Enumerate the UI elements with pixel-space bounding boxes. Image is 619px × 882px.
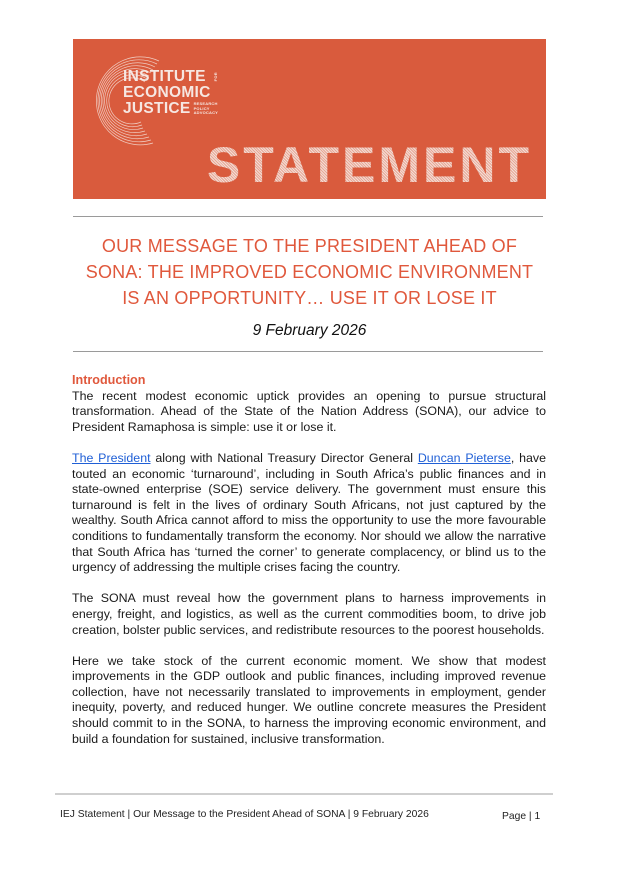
link-the-president[interactable]: The President: [72, 450, 151, 465]
title-line: SONA: THE IMPROVED ECONOMIC ENVIRONMENT: [85, 262, 534, 282]
logo-line-economic: ECONOMIC: [123, 84, 211, 101]
paragraph-2: The President along with National Treasury Director General Duncan Pieterse, have touted an economic ‘turnaround’, including in South Africa’s public finances and in state-owned enterprise (SOE) service delivery. The government must ensure this turnaround is felt in the lives of ordinary South Africans, not just captured by the wealthy. South Africa cannot afford to miss the opportunity to use the more favourable conditions to fundamentally transform the economy. Nor should we allow the narrative that South Africa has ‘turned the corner’ to generate complacency, or blind us to the urgency of addressing the multiple crises facing the country.: [72, 450, 546, 575]
logo-line-institute: INSTITUTE: [123, 68, 206, 85]
divider-top: [73, 216, 543, 217]
header-banner: [73, 39, 546, 199]
divider-bottom: [73, 351, 543, 352]
paragraph-1: The recent modest economic uptick provides an opening to pursue structural transformation. Ahead of the State of the Nation Address (SONA), our advice to President Ramaphosa is simple: use it or lose it.: [72, 388, 546, 434]
page-title: [73, 233, 546, 311]
title-line: OUR MESSAGE TO THE PRESIDENT AHEAD OF: [101, 236, 518, 256]
logo-for: FOR: [212, 72, 218, 82]
logo-line-justice: JUSTICE: [123, 100, 191, 117]
iej-logo: [87, 53, 237, 149]
link-duncan-pieterse[interactable]: Duncan Pieterse: [417, 450, 511, 465]
statement-label: STATEMENT: [206, 137, 532, 193]
publication-date: 9 February 2026: [252, 322, 367, 339]
paragraph-4: Here we take stock of the current economic moment. We show that modest improvements in the GDP outlook and public finances, including improved revenue collection, have not necessarily translated to improvements in employment, gender inequity, poverty, and reduced hunger. We outline concrete measures the President should commit to in the SONA, to harness the improving economic environment, and build a foundation for sustained, inclusive transformation.: [72, 653, 546, 746]
logo-tagline: RESEARCH POLICY ADVOCACY: [193, 101, 219, 116]
page-number: Page | 1: [502, 811, 541, 822]
footer-text: IEJ Statement | Our Message to the President Ahead of SONA | 9 February 2026: [60, 809, 429, 820]
footer-divider: [55, 793, 553, 795]
title-line: IS AN OPPORTUNITY… USE IT OR LOSE IT: [122, 288, 497, 308]
section-heading-introduction: Introduction: [72, 373, 146, 387]
document-body: [72, 373, 546, 763]
logo-wordmark: [123, 69, 224, 117]
paragraph-3: The SONA must reveal how the government plans to harness improvements in energy, freight, and logistics, as well as the current commodities boom, to drive job creation, bolster public services, and redistribute resources to the poorest households.: [72, 591, 546, 637]
